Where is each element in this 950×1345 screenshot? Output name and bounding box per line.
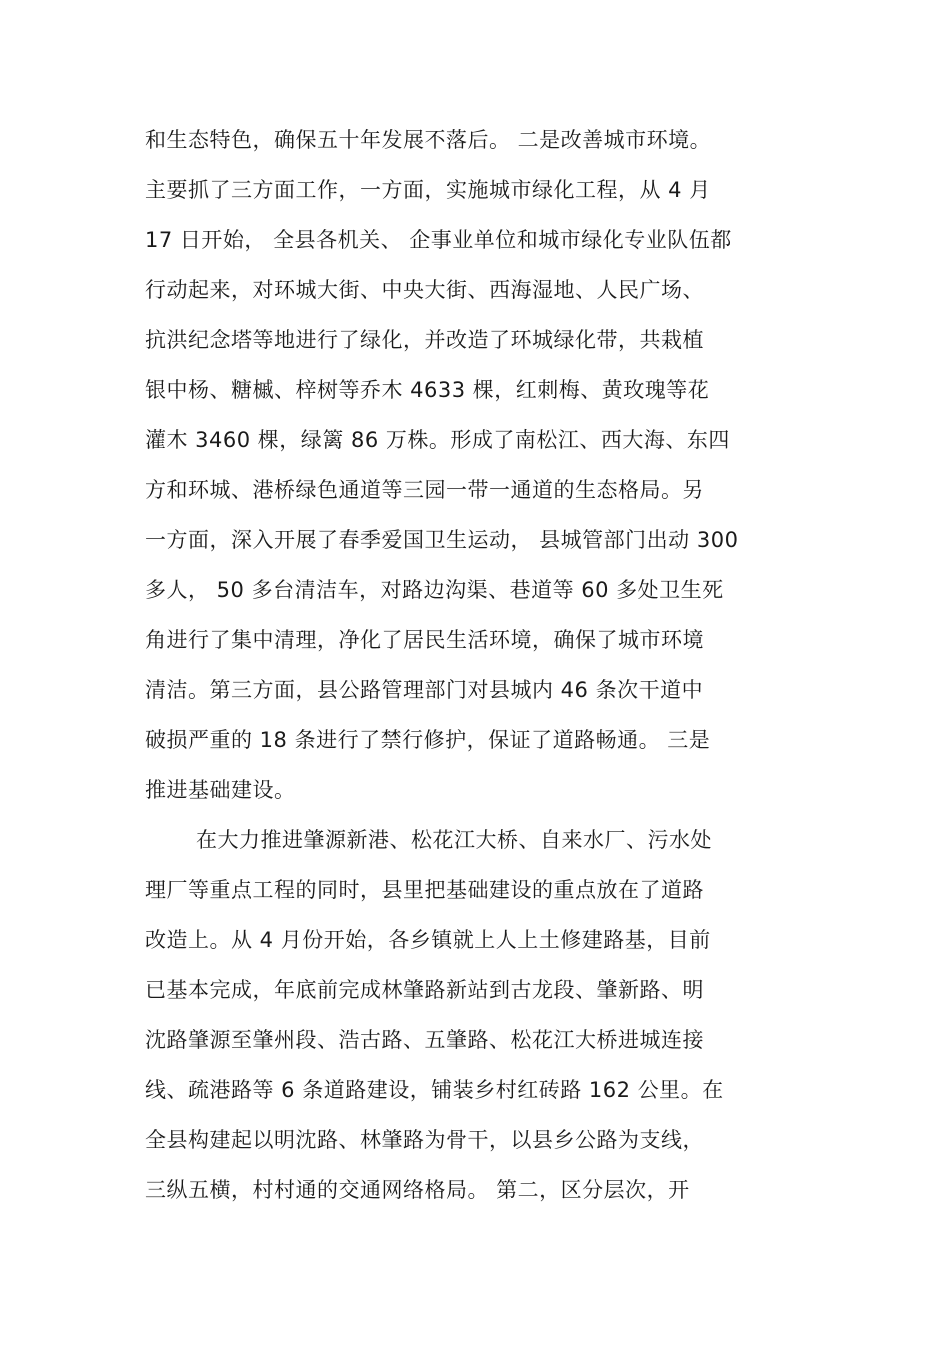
text-line: 角进行了集中清理，净化了居民生活环境，确保了城市环境 — [145, 628, 704, 652]
text-line: 全县构建起以明沈路、林肇路为骨干，以县乡公路为支线， — [145, 1128, 704, 1152]
text-line: 三纵五横，村村通的交通网络格局。 第二，区分层次，开 — [145, 1178, 690, 1202]
text-line: 清洁。第三方面，县公路管理部门对县城内 46 条次干道中 — [145, 678, 704, 702]
text-line: 行动起来，对环城大街、中央大街、西海湿地、人民广场、 — [145, 278, 704, 302]
text-line: 和生态特色，确保五十年发展不落后。 二是改善城市环境。 — [145, 128, 712, 152]
text-line: 线、疏港路等 6 条道路建设，铺装乡村红砖路 162 公里。在 — [145, 1078, 724, 1102]
text-line: 一方面，深入开展了春季爱国卫生运动， 县城管部门出动 300 — [145, 528, 739, 552]
text-line: 主要抓了三方面工作，一方面，实施城市绿化工程，从 4 月 — [145, 178, 711, 202]
text-line: 理厂等重点工程的同时，县里把基础建设的重点放在了道路 — [145, 878, 704, 902]
text-line: 灌木 3460 棵，绿篱 86 万株。形成了南松江、西大海、东四 — [145, 428, 730, 452]
text-line: 沈路肇源至肇州段、浩古路、五肇路、松花江大桥进城连接 — [145, 1028, 704, 1052]
text-line: 17 日开始， 全县各机关、 企事业单位和城市绿化专业队伍都 — [145, 228, 732, 252]
text-line: 银中杨、糖槭、梓树等乔木 4633 棵，红刺梅、黄玫瑰等花 — [145, 378, 710, 402]
text-line: 改造上。从 4 月份开始，各乡镇就上人上土修建路基，目前 — [145, 928, 711, 952]
text-line: 多人， 50 多台清洁车，对路边沟渠、巷道等 60 多处卫生死 — [145, 578, 724, 602]
text-line: 抗洪纪念塔等地进行了绿化，并改造了环城绿化带，共栽植 — [145, 328, 704, 352]
text-line: 已基本完成，年底前完成林肇路新站到古龙段、肇新路、明 — [145, 978, 704, 1002]
paragraph-first-line: 在大力推进肇源新港、松花江大桥、自来水厂、污水处 — [196, 828, 712, 852]
text-line: 破损严重的 18 条进行了禁行修护，保证了道路畅通。 三是 — [145, 728, 711, 752]
text-line: 方和环城、港桥绿色通道等三园一带一通道的生态格局。另 — [145, 478, 704, 502]
text-line: 推进基础建设。 — [145, 778, 296, 802]
